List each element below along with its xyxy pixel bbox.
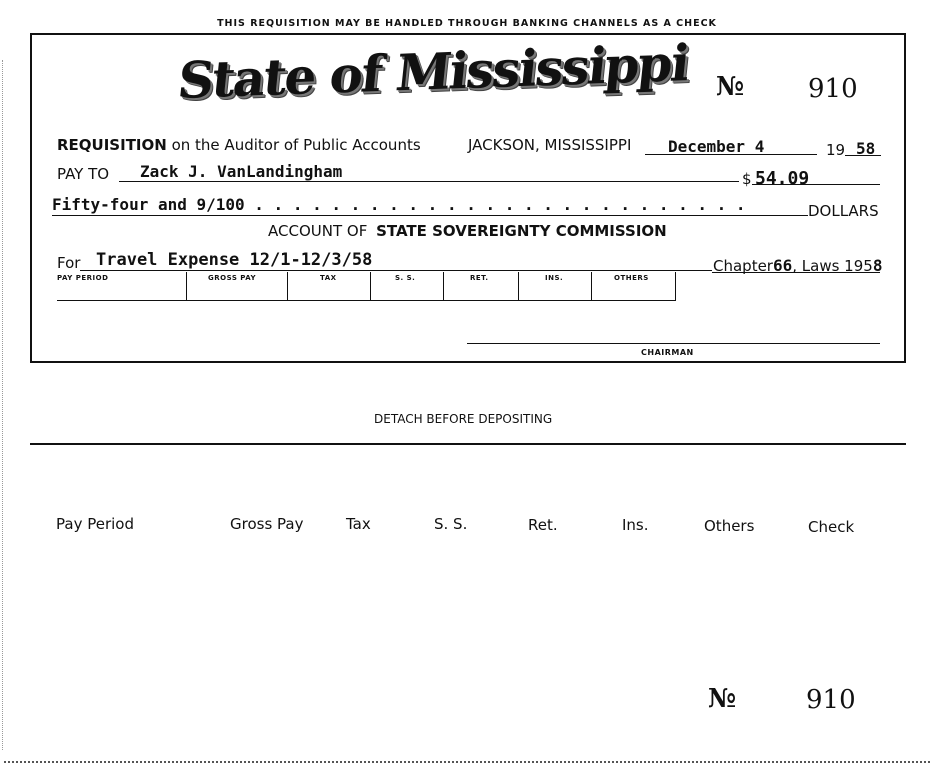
stub-ss: S. S. [434,515,468,533]
table-divider [675,272,676,300]
account-label: ACCOUNT OF [268,222,368,240]
account-name: STATE SOVEREIGNTY COMMISSION [376,222,667,240]
ret-head: RET. [470,274,489,282]
pay-period-head: PAY PERIOD [57,274,109,282]
table-bottom-line [57,300,676,301]
for-label: For [57,254,81,272]
stub-gross-pay: Gross Pay [230,515,304,533]
stub-ins: Ins. [622,516,649,534]
account-line [268,222,667,240]
year-prefix: 19 [826,141,846,159]
ss-head: S. S. [395,274,416,282]
stub-ret: Ret. [528,516,558,534]
state-of-mississippi-logo: State of Mississippi [175,32,691,111]
stub-number: 910 [806,685,856,715]
amount-value: 54.09 [755,168,810,189]
stub-tax: Tax [346,515,371,533]
stub-pay-period: Pay Period [56,515,134,533]
perforation-edge [4,755,930,763]
amount-symbol: $ [742,170,752,188]
ins-head: INS. [545,274,564,282]
written-amount: Fifty-four and 9/100 . . . . . . . . . . . . . . . . . . . . . . . . . . [52,195,746,214]
table-divider [287,272,288,300]
dollars-label: DOLLARS [808,202,879,220]
requisition-line [57,136,421,154]
pay-to-label: PAY TO [57,165,110,183]
stub-others: Others [704,517,755,535]
laws-year-value: 8 [872,256,883,275]
chapter-value: 66 [772,256,793,275]
payee-line [119,181,739,182]
chairman-label: CHAIRMAN [641,348,694,357]
table-divider [518,272,519,300]
table-divider [186,272,187,300]
left-edge [2,60,7,750]
requisition-description: on the Auditor of Public Accounts [171,136,421,154]
table-divider [591,272,592,300]
gross-pay-head: GROSS PAY [208,274,257,282]
table-divider [443,272,444,300]
for-line [80,270,712,271]
city-label: JACKSON, MISSISSIPPI [468,136,632,154]
chairman-signature-line [467,343,880,344]
others-head: OTHERS [614,274,649,282]
laws-label: , Laws 195 [792,257,873,275]
detach-rule [30,443,906,445]
tax-head: TAX [320,274,337,282]
date-value: December 4 [668,137,765,156]
table-divider [370,272,371,300]
banking-note: THIS REQUISITION MAY BE HANDLED THROUGH BANKING CHANNELS AS A CHECK [217,18,717,29]
chapter-label: Chapter [713,257,773,275]
detach-label: DETACH BEFORE DEPOSITING [374,412,553,426]
stub-number-label: № [708,684,737,714]
stub-check: Check [808,518,855,536]
chapter-rule [712,272,880,273]
requisition-label: REQUISITION [57,136,167,154]
payee-name: Zack J. VanLandingham [140,162,343,181]
purpose-text: Travel Expense 12/1-12/3/58 [96,250,373,270]
number-label: № [716,72,745,102]
year-value: 58 [856,139,876,158]
written-amount-line [52,215,808,216]
requisition-number: 910 [808,74,858,104]
